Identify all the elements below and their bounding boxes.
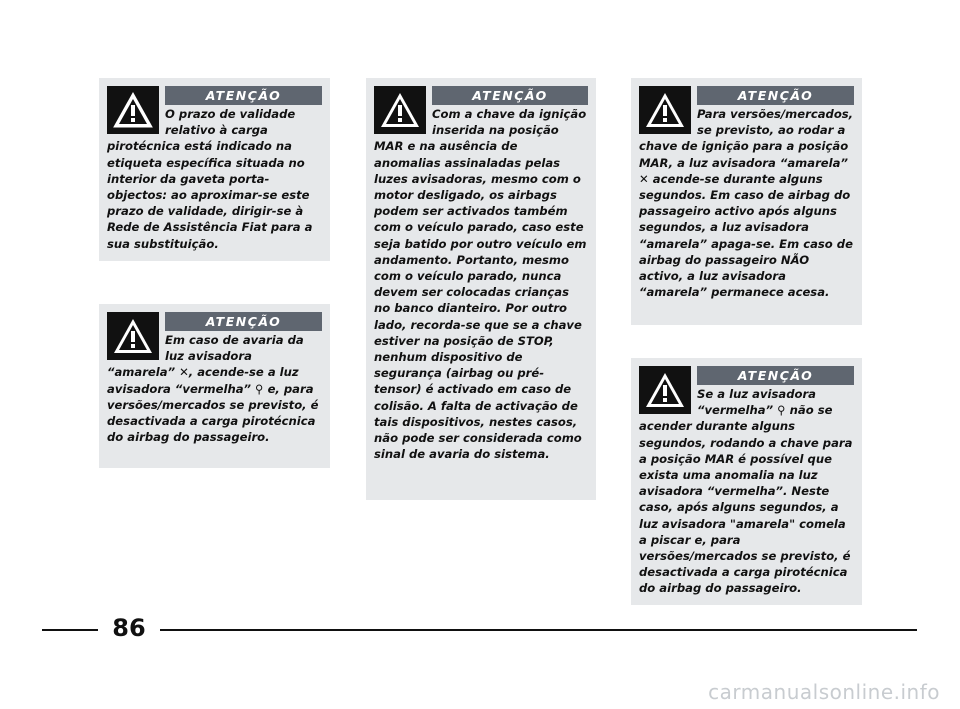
- warning-triangle-icon: [107, 86, 159, 134]
- warning-box-ignition: [366, 78, 596, 500]
- airbag-icon: ⚲: [255, 381, 264, 396]
- warning-triangle-icon: [374, 86, 426, 134]
- airbag-off-icon: ✕: [179, 365, 189, 380]
- warning-triangle-icon: [639, 86, 691, 134]
- page-number: 86: [112, 614, 146, 642]
- warning-box-red-light: [631, 358, 862, 605]
- warning-triangle-icon: [639, 366, 691, 414]
- warning-text: Para versões/mercados, se previsto, ao rodar a chave de ignição para a posição MAR, a luz avisadora “amarela” ✕ acende-se durante alguns segundos. Em caso de airbag do passageiro activo após alguns segundos, a luz avisadora “amarela” apaga-se. Em caso de airbag do passageiro NÃO activo, a luz avisadora “amarela” permanece acesa.: [639, 107, 854, 300]
- footer-rule-right: [160, 629, 917, 631]
- warning-text: Se a luz avisadora “vermelha” ⚲ não se acender durante alguns segundos, rodando a chave para a posição MAR é possível que exista uma anomalia na luz avisadora “vermelha”. Neste caso, após alguns segundos, a luz avisadora "amarela" comela a piscar e, para versões/mercados se previsto, é desactivada a carga pirotécnica do airbag do passageiro.: [639, 387, 853, 596]
- warning-box-airbag-fault: [99, 304, 330, 468]
- footer-rule-left: [42, 629, 98, 631]
- watermark-text: carmanualsonline.info: [708, 680, 940, 704]
- warning-header: ATENÇÃO: [165, 312, 322, 331]
- warning-text: Em caso de avaria da luz avisadora “amarela” ✕, acende-se a luz avisadora “vermelha” ⚲ e, para versões/mercados se previsto, é desactivada a carga pirotécnica do airbag do passageiro.: [107, 333, 319, 445]
- warning-text: Com a chave da ignição inserida na posição MAR e na ausência de anomalias assinaladas pelas luzes avisadoras, mesmo com o motor desligado, os airbags podem ser activados também com o veículo parado, caso este seja batido por outro veículo em andamento. Portanto, mesmo com o veículo parado, nunca devem ser colocadas crianças no banco dianteiro. Por outro lado, recorda-se que se a chave estiver na posição de STOP, nenhum dispositivo de segurança (airbag ou pré-tensor) é activado em caso de colisão. A falta de activação de tais dispositivos, nestes casos, não pode ser considerada como sinal de avaria do sistema.: [374, 107, 587, 462]
- warning-triangle-icon: [107, 312, 159, 360]
- airbag-off-icon: ✕: [639, 171, 649, 186]
- warning-header: ATENÇÃO: [697, 86, 854, 105]
- warning-box-validity: [99, 78, 330, 261]
- warning-header: ATENÇÃO: [697, 366, 854, 385]
- warning-box-passenger-airbag: [631, 78, 862, 325]
- warning-header: ATENÇÃO: [432, 86, 588, 105]
- warning-text: O prazo de validade relativo à carga pirotécnica está indicado na etiqueta específica situada no interior da gaveta porta-objectos: ao aproximar-se este prazo de validade, dirigir-se à Rede de Assistência Fiat para a sua substituição.: [107, 107, 313, 251]
- airbag-icon: ⚲: [777, 403, 786, 418]
- warning-header: ATENÇÃO: [165, 86, 322, 105]
